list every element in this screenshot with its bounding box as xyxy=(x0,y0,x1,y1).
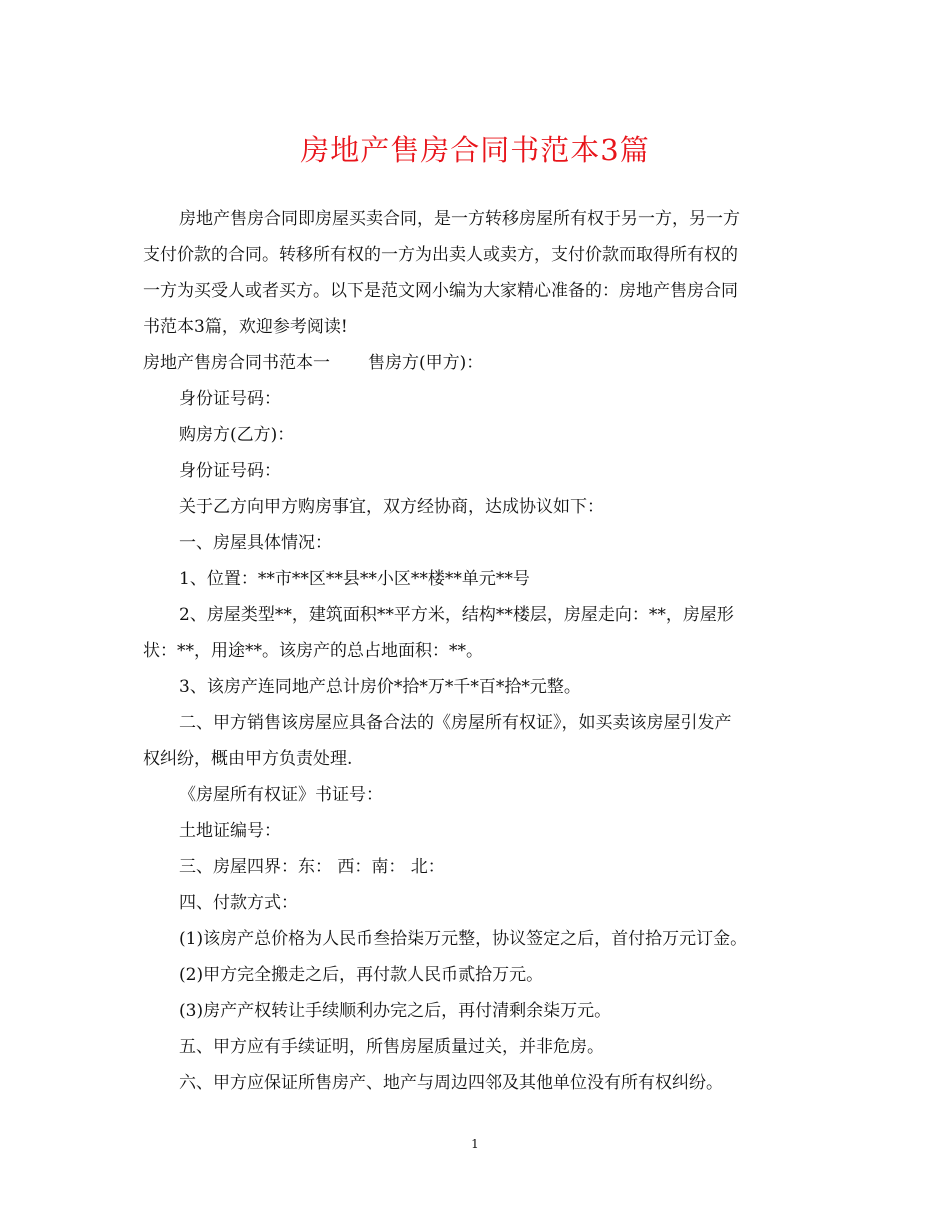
contract-line: 状：**，用途**。该房产的总占地面积：**。 xyxy=(143,641,483,661)
document-body xyxy=(143,201,803,1101)
contract-line: 3、该房产连同地产总计房价*拾*万*千*百*拾*元整。 xyxy=(179,677,581,697)
contract-line: 三、房屋四界：东： 西：南： 北： xyxy=(179,857,445,877)
contract-line: 四、付款方式： xyxy=(179,893,298,913)
section-heading-line xyxy=(143,345,803,381)
contract-line: 身份证号码： xyxy=(179,461,281,481)
seller-label: 售房方(甲方)： xyxy=(368,353,484,373)
contract-line: 五、甲方应有手续证明，所售房屋质量过关，并非危房。 xyxy=(179,1037,604,1057)
contract-line: 《房屋所有权证》书证号： xyxy=(179,785,383,805)
contract-line: 关于乙方向甲方购房事宜，双方经协商，达成协议如下： xyxy=(179,497,604,517)
intro-line: 支付价款的合同。转移所有权的一方为出卖人或卖方，支付价款而取得所有权的 xyxy=(143,245,738,265)
contract-line: 2、房屋类型**，建筑面积**平方米，结构**楼层，房屋走向：**，房屋形 xyxy=(179,605,734,625)
contract-line: 土地证编号： xyxy=(179,821,281,841)
contract-line: 权纠纷，概由甲方负责处理. xyxy=(143,749,353,769)
contract-line: 六、甲方应保证所售房产、地产与周边四邻及其他单位没有所有权纠纷。 xyxy=(179,1073,723,1093)
contract-line: (2)甲方完全搬走之后，再付款人民币贰拾万元。 xyxy=(179,965,544,985)
intro-line: 一方为买受人或者买方。以下是范文网小编为大家精心准备的：房地产售房合同 xyxy=(143,281,738,301)
contract-line: 身份证号码： xyxy=(179,389,281,409)
section-heading: 房地产售房合同书范本一 xyxy=(143,353,330,373)
contract-line: 购房方(乙方)： xyxy=(179,425,295,445)
contract-line: (1)该房产总价格为人民币叁拾柒万元整，协议签定之后，首付拾万元订金。 xyxy=(179,929,748,949)
page-number: 1 xyxy=(471,1137,479,1151)
contract-line: 二、甲方销售该房屋应具备合法的《房屋所有权证》，如买卖该房屋引发产 xyxy=(179,713,732,733)
intro-line: 书范本3篇，欢迎参考阅读! xyxy=(143,317,348,337)
contract-line: 一、房屋具体情况： xyxy=(179,533,332,553)
document-title: 房地产售房合同书范本3篇 xyxy=(300,133,650,167)
contract-line: (3)房产产权转让手续顺利办完之后，再付清剩余柒万元。 xyxy=(179,1001,612,1021)
intro-line: 房地产售房合同即房屋买卖合同，是一方转移房屋所有权于另一方，另一方 xyxy=(179,209,740,229)
contract-line: 1、位置：**市**区**县**小区**楼**单元**号 xyxy=(179,569,530,589)
